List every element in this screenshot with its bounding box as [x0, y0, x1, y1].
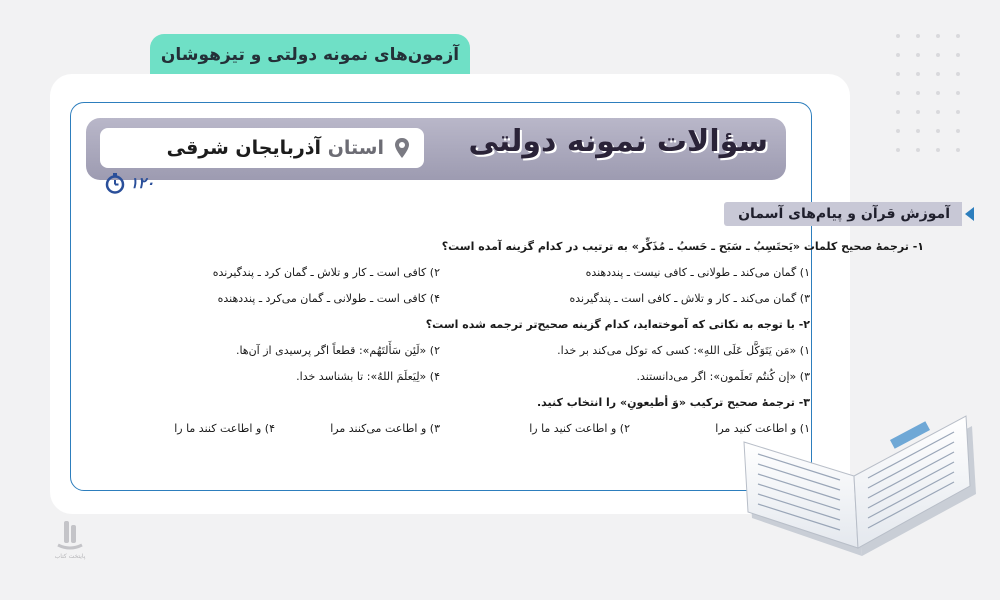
decorative-dot	[916, 110, 920, 114]
province-text	[167, 137, 384, 159]
exam-banner	[86, 118, 786, 180]
decorative-dot	[936, 129, 940, 133]
question-3-option-4: ۴) و اطاعت کنند ما را	[174, 422, 275, 435]
decorative-dot	[956, 129, 960, 133]
question-1-stem: ۱- ترجمهٔ صحیح کلمات «یَحتَسِبُ ـ سَبَح ـ حَسبُ ـ مُذَکِّر» به ترتیب در کدام گزینه آمده است؟	[441, 240, 924, 253]
brand-logo-text: پایتخت کتاب	[54, 553, 86, 560]
decorative-dot	[936, 53, 940, 57]
decorative-dot	[916, 72, 920, 76]
question-1-option-1: ۱) گمان می‌کند ـ طولانی ـ کافی نیست ـ پنددهنده	[585, 266, 810, 279]
decorative-dot	[896, 72, 900, 76]
stopwatch-icon	[104, 172, 126, 194]
question-3-option-3: ۳) و اطاعت می‌کنند مرا	[330, 422, 440, 435]
decorative-dot	[936, 148, 940, 152]
category-tab	[150, 34, 470, 76]
decorative-dot	[916, 129, 920, 133]
open-book-illustration	[740, 390, 980, 560]
question-2-option-2: ۲) «لَئِن سَأَلتَهُم»: قطعاً اگر پرسیدی از آن‌ها.	[235, 344, 440, 357]
section-title: آموزش قرآن و پیام‌های آسمان	[738, 206, 950, 222]
question-3-option-1: ۱) و اطاعت کنید مرا	[715, 422, 810, 435]
section-arrow-icon	[965, 207, 974, 221]
decorative-dot	[956, 148, 960, 152]
brand-logo	[40, 515, 100, 575]
decorative-dot	[916, 91, 920, 95]
brand-logo-mark	[40, 515, 100, 553]
category-tab-label: آزمون‌های نمونه دولتی و تیزهوشان	[160, 45, 460, 65]
decorative-dot	[896, 129, 900, 133]
decorative-dot	[936, 91, 940, 95]
decorative-dot-grid	[896, 34, 976, 164]
decorative-dot	[936, 110, 940, 114]
decorative-dot	[896, 148, 900, 152]
question-1-option-2: ۲) کافی است ـ کار و تلاش ـ گمان کرد ـ پندگیرنده	[212, 266, 440, 279]
question-2-option-4: ۴) «لِیَعلَمَ اللهُ»: تا بشناسد خدا.	[296, 370, 440, 383]
decorative-dot	[916, 34, 920, 38]
province-label: استان	[327, 137, 384, 159]
decorative-dot	[896, 110, 900, 114]
timer-value: ۱۲۰	[130, 174, 155, 192]
question-2-option-3: ۳) «إن کُنتُم تَعلَمون»: اگر می‌دانستند.	[636, 370, 810, 383]
province-box	[100, 128, 424, 168]
decorative-dot	[916, 148, 920, 152]
decorative-dot	[896, 91, 900, 95]
exam-timer	[104, 172, 154, 194]
decorative-dot	[956, 34, 960, 38]
decorative-dot	[936, 72, 940, 76]
question-1-option-3: ۳) گمان می‌کند ـ کار و تلاش ـ کافی است ـ پندگیرنده	[569, 292, 810, 305]
section-header	[724, 202, 962, 226]
location-pin-icon	[394, 137, 410, 159]
question-2-stem: ۲- با توجه به نکاتی که آموخته‌اید، کدام گزینه صحیح‌تر ترجمه شده است؟	[425, 318, 810, 331]
decorative-dot	[936, 34, 940, 38]
province-name: آذربایجان شرقی	[166, 137, 322, 159]
decorative-dot	[896, 53, 900, 57]
question-3-option-2: ۲) و اطاعت کنید ما را	[529, 422, 630, 435]
exam-title: سؤالات نمونه دولتی	[468, 124, 768, 159]
decorative-dot	[956, 91, 960, 95]
question-3-stem: ۳- ترجمهٔ صحیح ترکیب «وَ أطیعونِ» را انتخاب کنید.	[536, 396, 810, 409]
decorative-dot	[956, 53, 960, 57]
question-2-option-1: ۱) «مَن یَتَوَکَّل عَلَی اللهِ»: کسی که توکل می‌کند بر خدا.	[557, 344, 810, 357]
decorative-dot	[916, 53, 920, 57]
decorative-dot	[956, 110, 960, 114]
question-1-option-4: ۴) کافی است ـ طولانی ـ گمان می‌کرد ـ پنددهنده	[217, 292, 440, 305]
decorative-dot	[896, 34, 900, 38]
decorative-dot	[956, 72, 960, 76]
